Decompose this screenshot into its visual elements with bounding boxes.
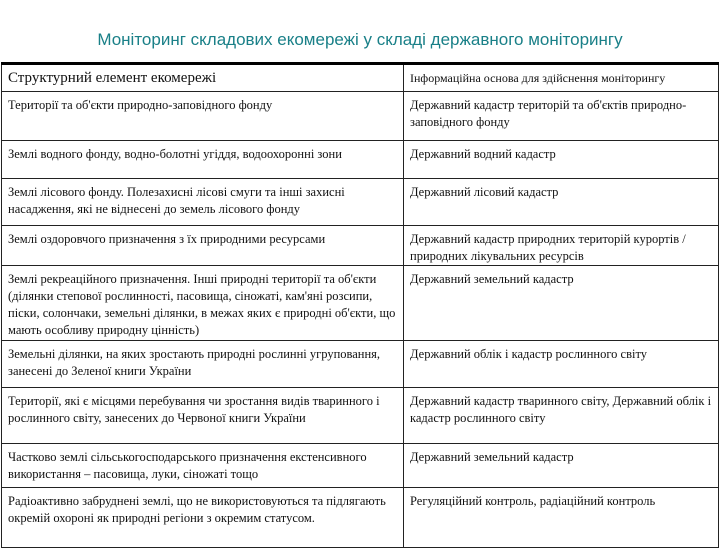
header-structural-element: Структурний елемент екомережі [2, 64, 404, 92]
table-row [2, 179, 719, 226]
table-row [2, 92, 719, 141]
cell-element: Землі рекреаційного призначення. Інші природні території та об'єкти (ділянки степової рослинності, пасовища, сіножаті, кам'яні розсипи, піски, солончаки, земельні ділянки, в межах яких є природні об'єкти, що мають особливу природну цінність) [2, 266, 404, 341]
cell-element: Території та об'єкти природно-заповідного фонду [2, 92, 404, 141]
slide-title: Моніторинг складових екомережі у складі державного моніторингу [97, 30, 623, 49]
table-row [2, 226, 719, 266]
cell-basis: Державний кадастр тваринного світу, Державний облік і кадастр рослинного світу [404, 388, 719, 444]
table-row [2, 341, 719, 388]
table-row [2, 488, 719, 548]
table-header-row [2, 64, 719, 92]
cell-basis: Державний лісовий кадастр [404, 179, 719, 226]
table-row [2, 444, 719, 488]
cell-element: Землі водного фонду, водно-болотні угіддя, водоохоронні зони [2, 141, 404, 179]
cell-basis: Державний кадастр територій та об'єктів природно-заповідного фонду [404, 92, 719, 141]
cell-element: Землі лісового фонду. Полезахисні лісові смуги та інші захисні насадження, які не віднесені до земель лісового фонду [2, 179, 404, 226]
cell-basis: Державний кадастр природних територій курортів / природних лікувальних ресурсів [404, 226, 719, 266]
cell-element: Радіоактивно забруднені землі, що не використовуються та підлягають окремій охороні як природні регіони з окремим статусом. [2, 488, 404, 548]
monitoring-table [1, 62, 719, 548]
cell-basis: Державний облік і кадастр рослинного світу [404, 341, 719, 388]
cell-element: Частково землі сільськогосподарського призначення екстенсивного використання – пасовища, луки, сіножаті тощо [2, 444, 404, 488]
cell-basis: Державний земельний кадастр [404, 266, 719, 341]
cell-basis: Регуляційний контроль, радіаційний контроль [404, 488, 719, 548]
cell-basis: Державний водний кадастр [404, 141, 719, 179]
header-information-basis: Інформаційна основа для здійснення моніторингу [404, 64, 719, 92]
table-row [2, 388, 719, 444]
cell-element: Земельні ділянки, на яких зростають природні рослинні угруповання, занесені до Зеленої книги України [2, 341, 404, 388]
cell-element: Території, які є місцями перебування чи зростання видів тваринного і рослинного світу, занесених до Червоної книги України [2, 388, 404, 444]
table-row [2, 266, 719, 341]
cell-element: Землі оздоровчого призначення з їх природними ресурсами [2, 226, 404, 266]
cell-basis: Державний земельний кадастр [404, 444, 719, 488]
table-row [2, 141, 719, 179]
